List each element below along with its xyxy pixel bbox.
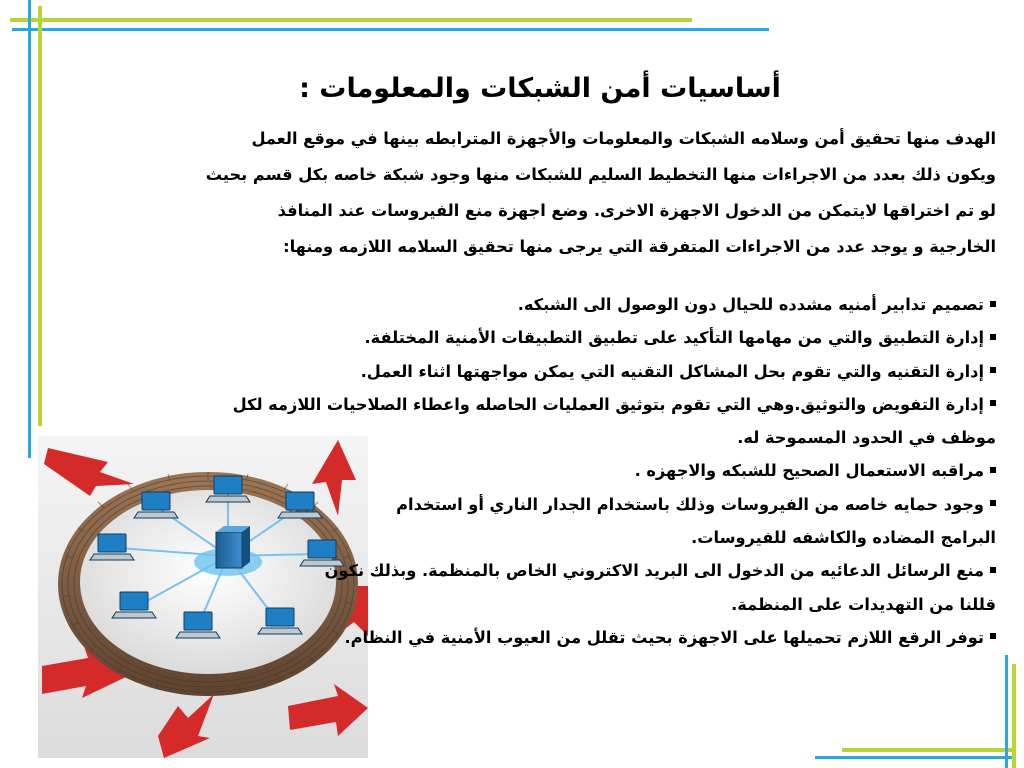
bullet-square-icon: [990, 500, 996, 506]
intro-line: لو تم اختراقها لايتمكن من الدخول الاجهزة الاخرى. وضع اجهزة منع الفيروسات عند المنافذ: [277, 201, 996, 220]
bottom-blue-rule: [815, 756, 1012, 759]
bullet-text: إدارة التفويض والتوثيق.وهي التي تقوم بتوثيق العمليات الحاصله واعطاء الصلاحيات اللازمه لكل: [232, 394, 984, 414]
bottom-green-rule: [842, 748, 1014, 752]
measures-bullet-list: [84, 288, 996, 654]
bullet-text: مراقبه الاستعمال الصحيح للشبكه والاجهزه .: [634, 461, 984, 481]
slide-title: أساسيات أمن الشبكات والمعلومات :: [299, 73, 781, 104]
bullet-continuation: قللنا من التهديدات على المنظمة.: [731, 594, 996, 614]
top-blue-rule: [12, 28, 769, 31]
bullet-square-icon: [990, 301, 996, 307]
intro-line: ويكون ذلك بعدد من الاجراءات منها التخطيط السليم للشبكات منها وجود شبكة خاصه بكل قسم بحيث: [205, 165, 996, 184]
bullet-item: [84, 321, 996, 354]
bullet-square-icon: [990, 400, 996, 406]
right-blue-rule: [1005, 655, 1008, 768]
bullet-item: [84, 554, 996, 587]
bullet-text: تصميم تدابير أمنيه مشدده للحيال دون الوصول الى الشبكه.: [517, 295, 984, 314]
bullet-continuation: البرامج المضاده والكاشفه للفيروسات.: [691, 528, 996, 548]
bullet-text: إدارة التقنيه والتي تقوم بحل المشاكل التقنيه التي يمكن مواجهتها اثناء العمل.: [360, 361, 984, 381]
bullet-item: [84, 621, 996, 654]
bullet-text: توفر الرقع اللازم تحميلها على الاجهزة بحيث تقلل من العيوب الأمنية في النظام.: [344, 627, 984, 647]
bullet-item: [84, 288, 996, 321]
bullet-square-icon: [990, 567, 996, 573]
bullet-continuation: موظف في الحدود المسموحة له.: [737, 428, 996, 448]
left-green-rule: [38, 6, 42, 426]
bullet-item: [84, 454, 996, 487]
left-blue-rule: [28, 0, 31, 458]
bullet-square-icon: [990, 367, 996, 373]
bullet-item: [84, 488, 996, 521]
bullet-square-icon: [990, 334, 996, 340]
bullet-item: [84, 355, 996, 388]
bullet-text: منع الرسائل الدعائيه من الدخول الى البريد الاكتروني الخاص بالمنظمة. وبذلك نكون: [324, 561, 984, 581]
bullet-item: [84, 388, 996, 421]
intro-line: الخارجية و يوجد عدد من الاجراءات المتفرقة التي يرجى منها تحقيق السلامه اللازمه ومنها:: [283, 237, 996, 256]
right-green-rule: [1012, 664, 1016, 768]
bullet-square-icon: [990, 633, 996, 639]
top-green-rule: [10, 18, 692, 22]
intro-paragraph: [84, 121, 996, 265]
bullet-text: وجود حمايه خاصه من الفيروسات وذلك باستخدام الجدار الناري أو استخدام: [396, 494, 984, 514]
bullet-square-icon: [990, 467, 996, 473]
intro-line: الهدف منها تحقيق أمن وسلامه الشبكات والمعلومات والأجهزة المترابطه بينها في موقع العمل: [251, 129, 996, 148]
bullet-text: إدارة التطبيق والتي من مهامها التأكيد على تطبيق التطبيقات الأمنية المختلفة.: [364, 328, 984, 348]
